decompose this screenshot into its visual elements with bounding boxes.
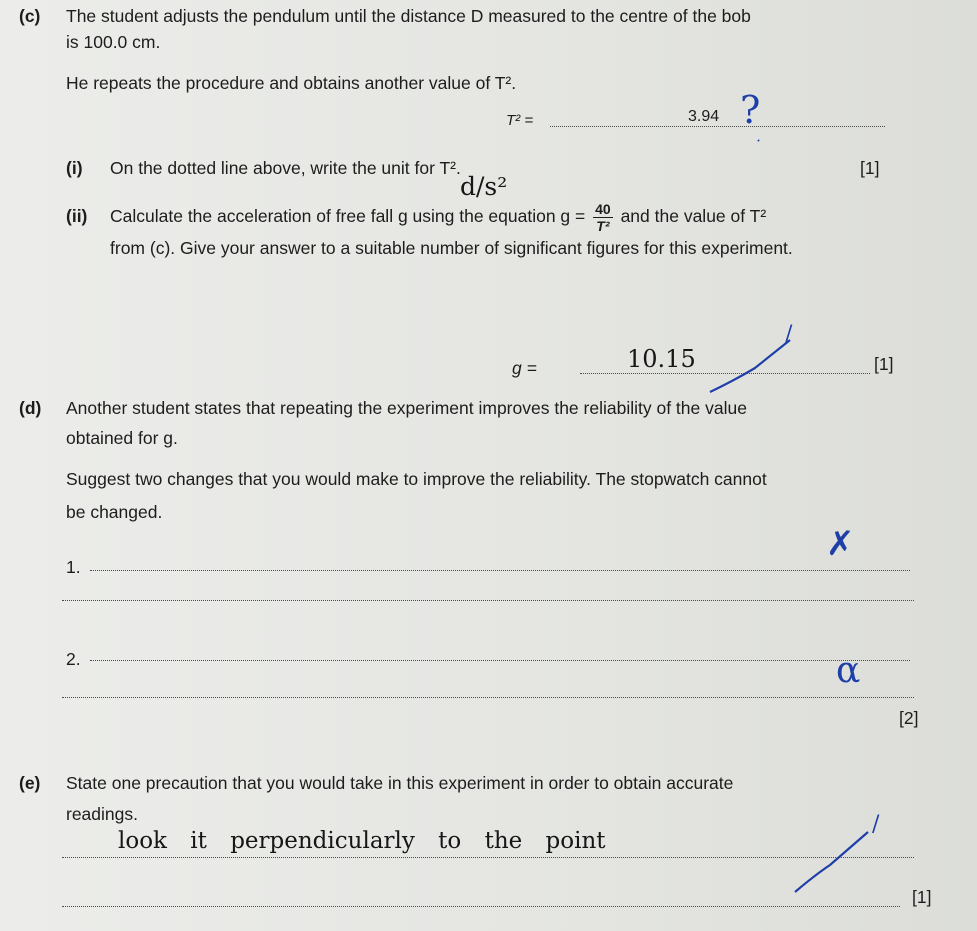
part-e-line1: State one precaution that you would take in this experiment in order to obtain accurate bbox=[66, 773, 734, 793]
fraction-denominator: T² bbox=[596, 218, 610, 234]
t-squared-label: T² = bbox=[506, 112, 534, 129]
part-d-label: (d) bbox=[19, 398, 42, 418]
part-c-ii-marks: [1] bbox=[874, 354, 894, 374]
g-label: g = bbox=[512, 358, 537, 378]
part-c-ii-label: (ii) bbox=[66, 206, 88, 226]
part-d-marks: [2] bbox=[899, 708, 919, 728]
part-c-ii-text-before: Calculate the acceleration of free fall g using the equation g = bbox=[110, 206, 586, 227]
part-c-i-label: (i) bbox=[66, 158, 83, 178]
part-c-line2: is 100.0 cm. bbox=[66, 32, 161, 52]
part-c-ii-text-after: and the value of T² bbox=[620, 206, 767, 227]
part-d-line2-text: obtained for g. bbox=[66, 428, 178, 448]
tick-stroke-e bbox=[795, 832, 868, 892]
part-c-i-text: On the dotted line above, write the unit for T². bbox=[110, 158, 461, 178]
part-d-cross-mark-2: α bbox=[836, 650, 861, 691]
part-d-cross-mark-1: ✗ bbox=[826, 524, 855, 564]
part-c-ii-tick-mark: / bbox=[785, 322, 793, 347]
t-squared-value: 3.94 bbox=[688, 108, 720, 125]
part-c-label: (c) bbox=[19, 6, 41, 26]
part-c-line3: He repeats the procedure and obtains another value of T². bbox=[66, 73, 517, 93]
part-d-line1: Another student states that repeating the experiment improves the reliability of the value bbox=[66, 398, 747, 418]
tick-stroke-c-ii bbox=[710, 340, 790, 392]
part-e-line2: readings. bbox=[66, 804, 138, 824]
g-handwritten-answer: 10.15 bbox=[627, 345, 696, 373]
part-d-line4: be changed. bbox=[66, 502, 163, 522]
part-d-line3: Suggest two changes that you would make to improve the reliability. The stopwatch cannot bbox=[66, 469, 767, 489]
part-e-tick-mark: / bbox=[872, 812, 880, 837]
unit-handwritten-answer: d/s² bbox=[460, 172, 508, 201]
fraction-numerator: 40 bbox=[595, 201, 611, 217]
part-c-ii-line2: from (c). Give your answer to a suitable number of significant figures for this experiment. bbox=[110, 238, 793, 258]
marker-question-mark: ? bbox=[740, 88, 761, 132]
part-e-marks: [1] bbox=[912, 887, 932, 907]
question-dot bbox=[758, 140, 759, 141]
part-e-handwritten-answer: look it perpendicularly to the point bbox=[118, 828, 606, 854]
part-c-i-marks: [1] bbox=[860, 158, 880, 178]
part-d-item-2: 2. bbox=[66, 649, 81, 669]
part-d-item-1: 1. bbox=[66, 557, 81, 577]
part-e-label: (e) bbox=[19, 773, 41, 793]
part-c-line1: The student adjusts the pendulum until the distance D measured to the centre of the bob bbox=[66, 6, 751, 26]
